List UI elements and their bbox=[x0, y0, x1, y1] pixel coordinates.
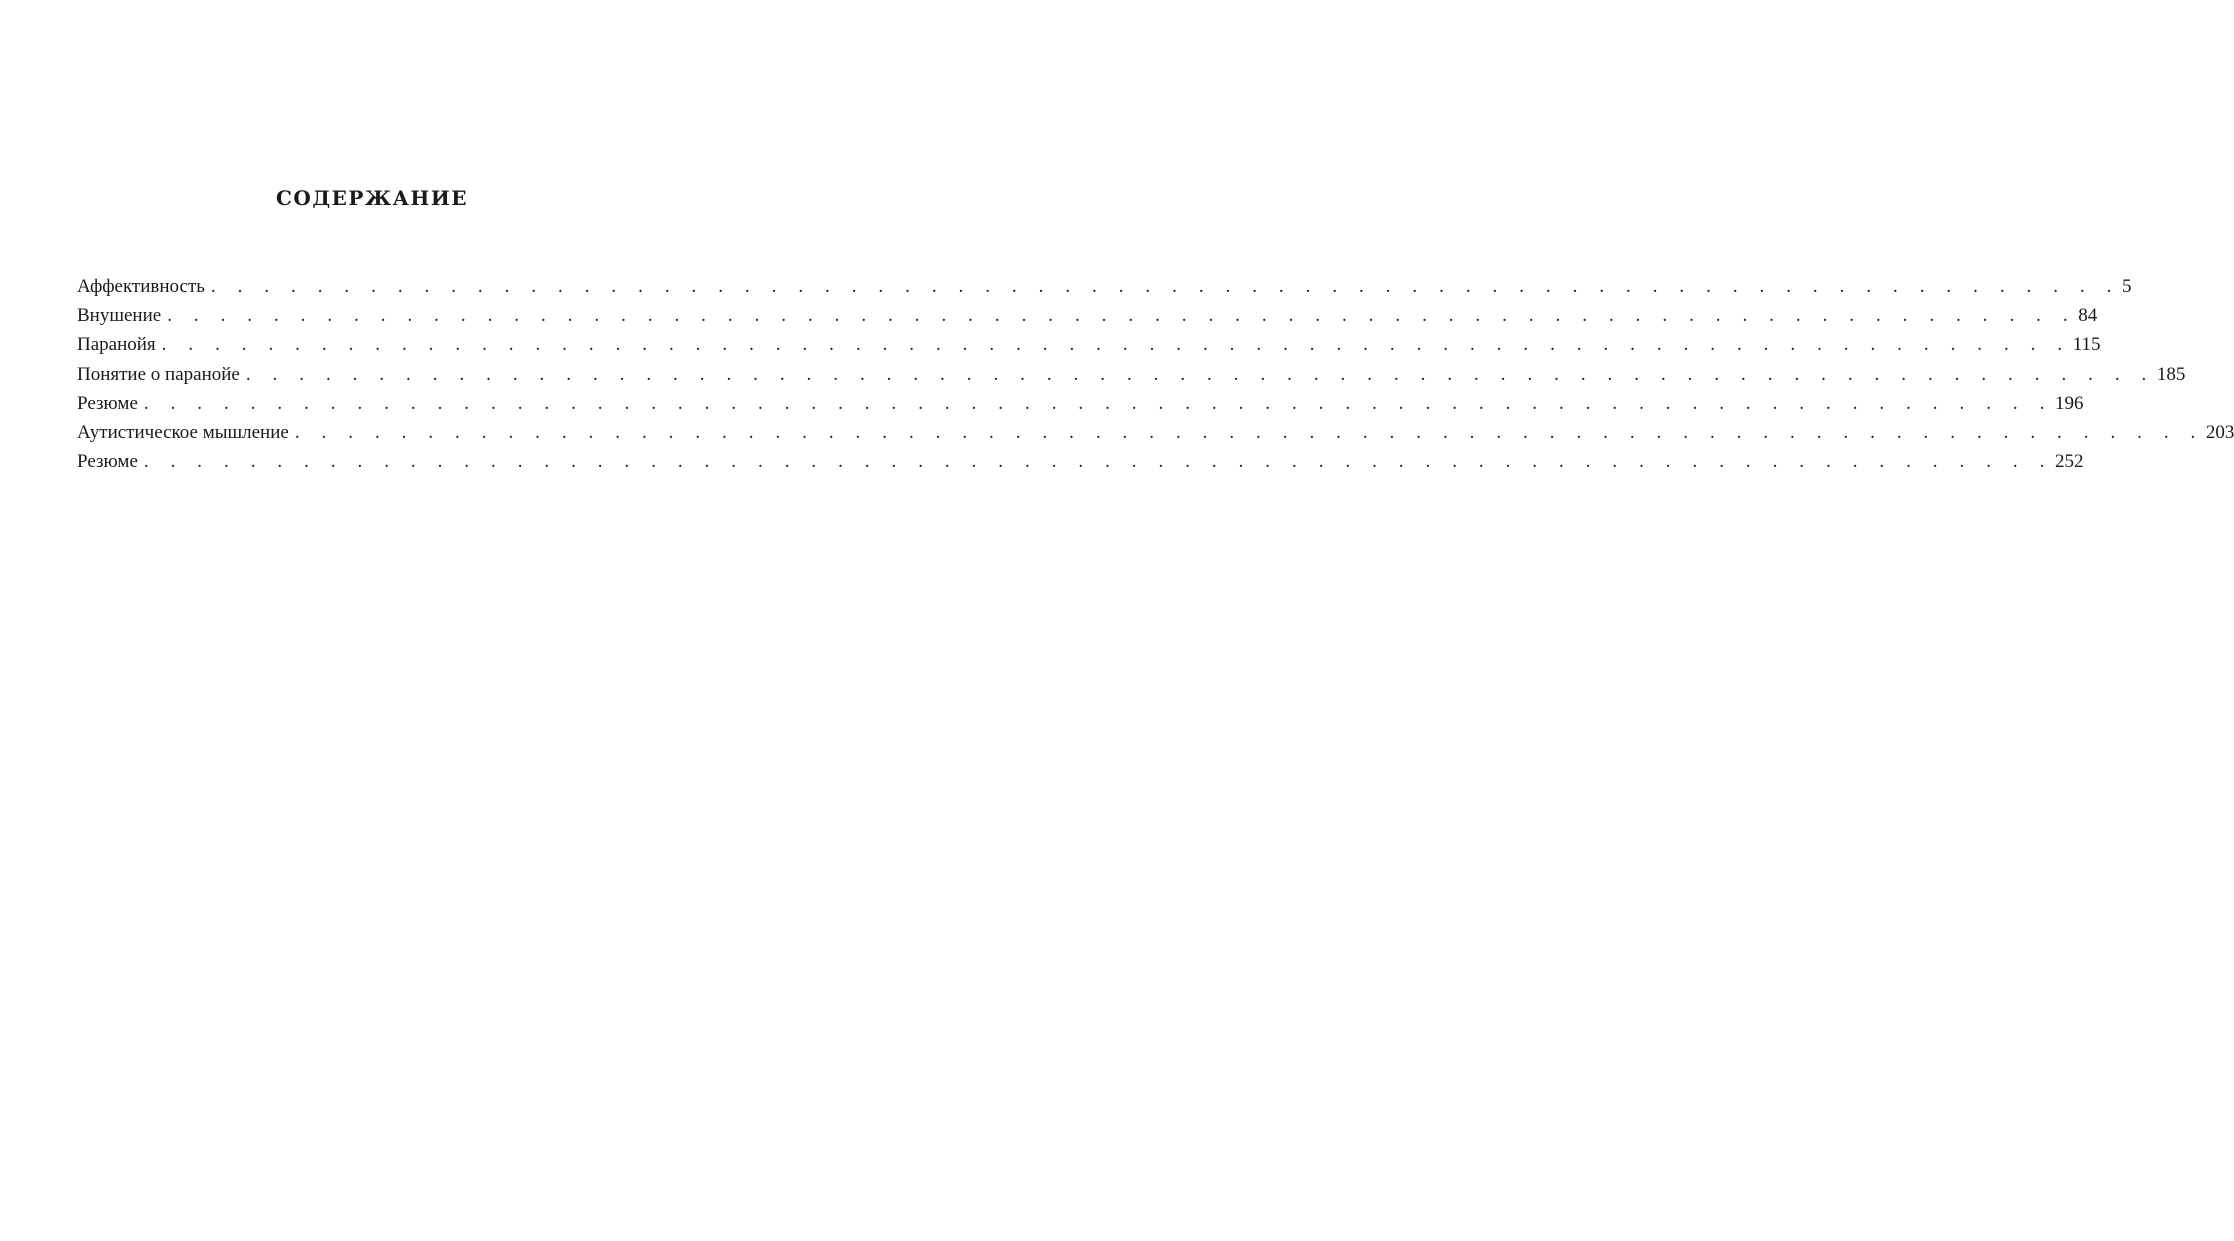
toc-entry-page: 252 bbox=[2054, 451, 2084, 473]
toc-entry-page: 5 bbox=[2121, 276, 2132, 297]
toc-entry-page: 185 bbox=[2156, 363, 2186, 385]
toc-entry bbox=[77, 301, 2098, 330]
toc-title: СОДЕРЖАНИЕ bbox=[276, 186, 468, 210]
toc-entry-page: 84 bbox=[2078, 305, 2098, 327]
dot-leader: . . . . . . . . . . . . . . . . . . . . . . . . . . . . . . . . . . . . . . . . . . . . . . . . . . . . . . . . . . . . . . . . . . . . . . . . bbox=[294, 421, 2204, 443]
toc-entry-title: Резюме bbox=[77, 451, 138, 473]
toc-entry-title: Паранойя bbox=[77, 334, 156, 356]
toc-entry-page: 196 bbox=[2054, 392, 2084, 414]
dot-leader: . . . . . . . . . . . . . . . . . . . . . . . . . . . . . . . . . . . . . . . . . . . . . . . . . . . . . . . . . . . . . . . . . . . . . . . . bbox=[143, 392, 2053, 414]
toc-entry-title: Резюме bbox=[77, 392, 138, 414]
toc-entry-page: 203 bbox=[2205, 421, 2234, 443]
table-of-contents bbox=[77, 272, 2234, 476]
toc-entry bbox=[77, 360, 2186, 389]
dot-leader: . . . . . . . . . . . . . . . . . . . . . . . . . . . . . . . . . . . . . . . . . . . . . . . . . . . . . . . . . . . . . . . . . . . . . . . . bbox=[210, 276, 2120, 297]
toc-entry bbox=[77, 389, 2084, 418]
toc-entry-page: 115 bbox=[2072, 334, 2101, 356]
toc-entry-title: Аутистическое мышление bbox=[77, 421, 289, 443]
toc-entry-title: Понятие о паранойе bbox=[77, 363, 240, 385]
toc-entry bbox=[77, 418, 2234, 447]
toc-entry bbox=[77, 447, 2084, 476]
toc-entry-title: Внушение bbox=[77, 305, 162, 327]
toc-entry-title: Аффективность bbox=[77, 276, 205, 297]
toc-entry bbox=[77, 272, 2132, 301]
dot-leader: . . . . . . . . . . . . . . . . . . . . . . . . . . . . . . . . . . . . . . . . . . . . . . . . . . . . . . . . . . . . . . . . . . . . . . . . bbox=[143, 451, 2053, 473]
dot-leader: . . . . . . . . . . . . . . . . . . . . . . . . . . . . . . . . . . . . . . . . . . . . . . . . . . . . . . . . . . . . . . . . . . . . . . . . bbox=[167, 305, 2077, 327]
dot-leader: . . . . . . . . . . . . . . . . . . . . . . . . . . . . . . . . . . . . . . . . . . . . . . . . . . . . . . . . . . . . . . . . . . . . . . . . bbox=[161, 334, 2071, 356]
dot-leader: . . . . . . . . . . . . . . . . . . . . . . . . . . . . . . . . . . . . . . . . . . . . . . . . . . . . . . . . . . . . . . . . . . . . . . . . bbox=[245, 363, 2155, 385]
toc-entry bbox=[77, 330, 2101, 359]
